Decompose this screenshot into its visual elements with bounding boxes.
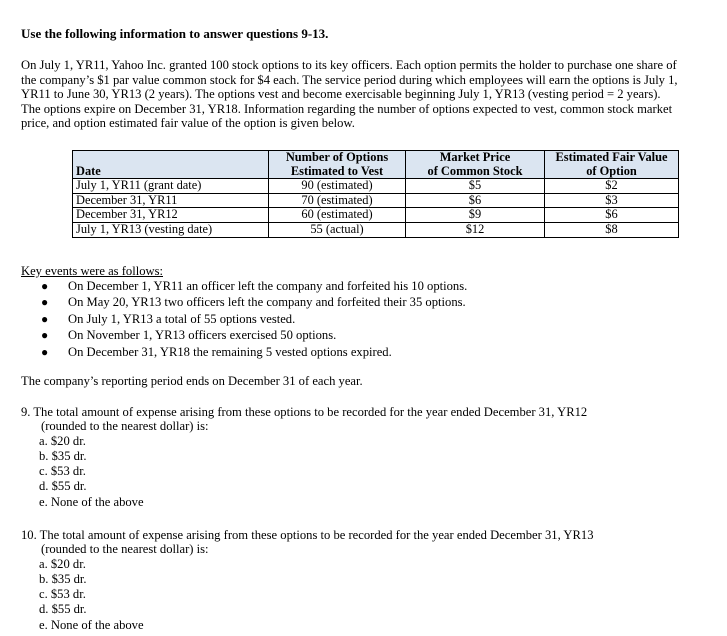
- table-row: [73, 193, 679, 208]
- answer-option-c: c. $53 dr.: [39, 464, 86, 479]
- cell-date: July 1, YR11 (grant date): [73, 179, 269, 194]
- instructions-heading: Use the following information to answer questions 9-13.: [21, 26, 329, 41]
- answer-options: [21, 557, 721, 633]
- answer-option-a: a. $20 dr.: [39, 556, 86, 571]
- table-header-row: [73, 151, 679, 179]
- intro-line: the company’s $1 par value common stock for $4 each. The service period during which employees will earn the options is July 1,: [21, 72, 678, 87]
- list-item: ● On July 1, YR13 a total of 55 options vested.: [41, 311, 296, 326]
- answer-option-e: e. None of the above: [39, 494, 144, 509]
- cell-options: 90 (estimated): [269, 179, 406, 194]
- cell-market: $5: [406, 179, 545, 194]
- cell-fair-value: $3: [545, 193, 679, 208]
- answer-option-c: c. $53 dr.: [39, 587, 86, 602]
- bullet-icon: ●: [41, 279, 49, 293]
- cell-fair-value: $2: [545, 179, 679, 194]
- answer-option-a: a. $20 dr.: [39, 433, 86, 448]
- intro-paragraph: [21, 58, 721, 131]
- key-events-list: [21, 279, 467, 361]
- cell-fair-value: $6: [545, 208, 679, 223]
- answer-option-b: b. $35 dr.: [39, 449, 87, 463]
- reporting-period-note: The company’s reporting period ends on December 31 of each year.: [21, 374, 363, 388]
- cell-market: $6: [406, 193, 545, 208]
- key-events-title: Key events were as follows:: [21, 264, 163, 278]
- header-options-estimated: Number of Options Estimated to Vest: [269, 151, 406, 179]
- cell-date: July 1, YR13 (vesting date): [73, 222, 269, 237]
- header-market-price: Market Price of Common Stock: [406, 151, 545, 179]
- cell-fair-value: $8: [545, 222, 679, 237]
- bullet-icon: ●: [41, 344, 49, 359]
- cell-market: $9: [406, 208, 545, 223]
- list-item: ● On December 1, YR11 an officer left the company and forfeited his 10 options.: [41, 279, 468, 293]
- intro-line: The options expire on December 31, YR18. Information regarding the number of options expected to vest, common stock market: [21, 101, 673, 116]
- question-9: [21, 405, 721, 510]
- cell-options: 60 (estimated): [269, 208, 406, 223]
- intro-line: On July 1, YR11, Yahoo Inc. granted 100 stock options to its key officers. Each option permits the holder to purchase one share of: [21, 58, 677, 72]
- intro-line: price, and option estimated fair value of the option is given below.: [21, 116, 355, 131]
- cell-market: $12: [406, 222, 545, 237]
- table-row: [73, 179, 679, 194]
- answer-option-d: d. $55 dr.: [39, 479, 87, 494]
- bullet-icon: ●: [41, 295, 49, 310]
- header-fair-value: Estimated Fair Value of Option: [545, 151, 679, 179]
- cell-date: December 31, YR12: [73, 208, 269, 223]
- intro-line: YR11 to June 30, YR13 (2 years). The options vest and become exercisable beginning July 1, YR13 (vesting period = 2 years).: [21, 87, 661, 102]
- question-10: [21, 528, 721, 633]
- table-row: [73, 208, 679, 223]
- bullet-icon: ●: [41, 328, 49, 343]
- answer-option-d: d. $55 dr.: [39, 602, 87, 617]
- cell-options: 70 (estimated): [269, 193, 406, 208]
- list-item: ● On May 20, YR13 two officers left the company and forfeited their 35 options.: [41, 295, 466, 310]
- cell-date: December 31, YR11: [73, 193, 269, 208]
- question-stem: 10. The total amount of expense arising from these options to be recorded for the year ended December 31, YR13 (rounded to the nearest dollar) is:: [21, 528, 594, 557]
- bullet-icon: ●: [41, 311, 49, 326]
- list-item: ● On November 1, YR13 officers exercised 50 options.: [41, 328, 337, 343]
- list-item: ● On December 31, YR18 the remaining 5 vested options expired.: [41, 344, 392, 359]
- question-stem: 9. The total amount of expense arising from these options to be recorded for the year ended December 31, YR12 (rounded to the nearest dollar) is:: [21, 405, 588, 434]
- table-row: [73, 222, 679, 237]
- answer-options: [21, 434, 721, 510]
- answer-option-b: b. $35 dr.: [39, 572, 87, 586]
- header-date: Date: [73, 151, 269, 179]
- answer-option-e: e. None of the above: [39, 617, 144, 632]
- options-data-table: [72, 150, 679, 238]
- cell-options: 55 (actual): [269, 222, 406, 237]
